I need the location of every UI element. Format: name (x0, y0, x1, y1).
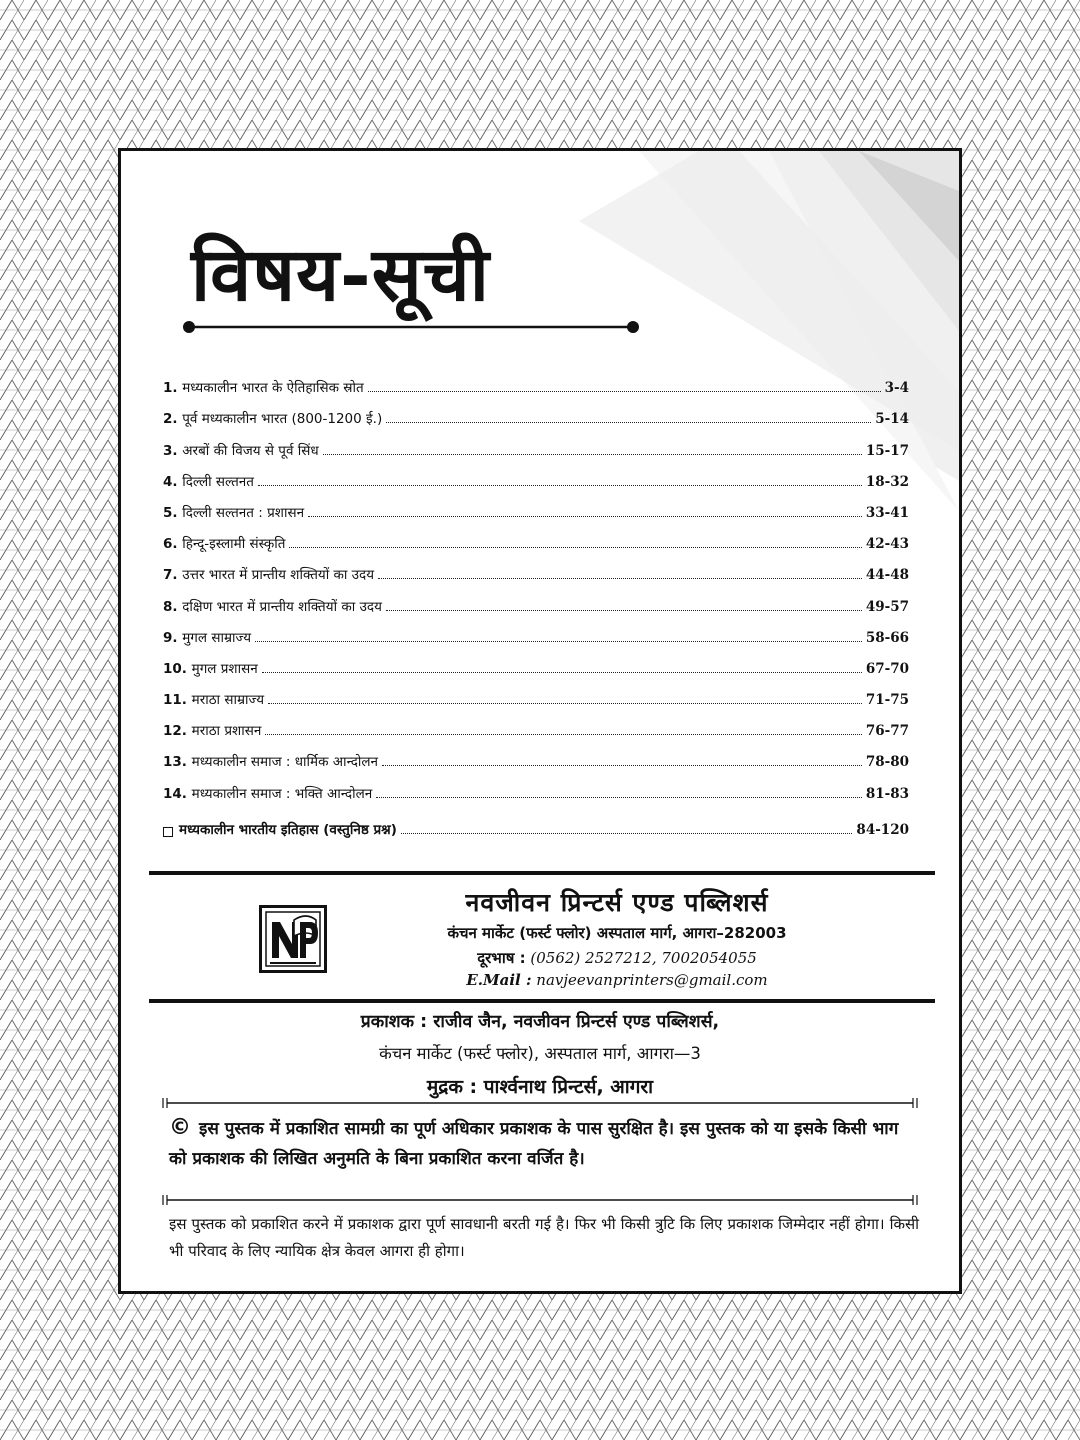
toc-number: 13. (163, 754, 192, 771)
toc-row[interactable] (163, 770, 909, 801)
toc-number: 12. (163, 723, 192, 740)
toc-number: 14. (163, 785, 192, 802)
divider-middle (149, 999, 935, 1003)
separator-line (161, 1096, 919, 1110)
toc-row-objective[interactable] (163, 802, 909, 838)
toc-title: दिल्ली सल्तनत : प्रशासन (182, 504, 305, 521)
phone-label: दूरभाष : (477, 949, 526, 967)
copyright-notice (169, 1113, 919, 1174)
toc-pages: 49-57 (865, 598, 909, 615)
toc-row[interactable] (163, 583, 909, 614)
toc-number: 4. (163, 473, 183, 490)
printer-credit: मुद्रक : पार्श्वनाथ प्रिन्टर्स, आगरा (426, 1076, 654, 1098)
toc-leader-dots (308, 516, 862, 517)
toc-pages: 78-80 (865, 754, 909, 771)
toc-title: मध्यकालीन भारत के ऐतिहासिक स्रोत (182, 380, 364, 397)
toc-number: 7. (163, 567, 183, 584)
toc-leader-dots (382, 765, 862, 766)
email-label: E.Mail : (466, 971, 532, 989)
publisher-address: कंचन मार्केट (फर्स्ट फ्लोर) अस्पताल मार्ग, आगरा–282003 (447, 924, 787, 942)
toc-pages: 44-48 (865, 567, 909, 584)
publisher-block (121, 875, 959, 1003)
toc-pages: 15-17 (865, 442, 909, 459)
toc-title: मराठा प्रशासन (191, 723, 262, 740)
publisher-email (357, 971, 877, 989)
toc-number: 9. (163, 629, 183, 646)
toc-leader-dots (255, 641, 862, 642)
toc-leader-dots (268, 703, 862, 704)
toc-row[interactable] (163, 427, 909, 458)
toc-leader-dots (386, 422, 871, 423)
toc-title: हिन्दू-इस्लामी संस्कृति (182, 536, 286, 553)
toc-pages: 76-77 (865, 723, 909, 740)
toc-number: 2. (163, 411, 183, 428)
disclaimer: इस पुस्तक को प्रकाशित करने में प्रकाशक द्वारा पूर्ण सावधानी बरती गई है। फिर भी किसी त्रुटि कि लिए प्रकाशक जिम्मेदार नहीं होगा। किसी भी परिवाद के लिए न्यायिक क्षेत्र केवल आगरा ही होगा। (169, 1215, 920, 1260)
toc-row[interactable] (163, 677, 909, 708)
publisher-credit: प्रकाशक : राजीव जैन, नवजीवन प्रिन्टर्स एण्ड पब्लिशर्स, (360, 1012, 720, 1032)
toc-row[interactable] (163, 552, 909, 583)
publisher-details (357, 885, 877, 989)
toc-number: 6. (163, 536, 183, 553)
toc-leader-dots (368, 391, 881, 392)
toc-leader-dots (289, 547, 861, 548)
toc-pages: 42-43 (865, 536, 909, 553)
toc-row[interactable] (163, 739, 909, 770)
toc-leader-dots (323, 454, 862, 455)
content-panel (118, 148, 962, 1294)
toc-number: 3. (163, 442, 183, 459)
toc-number: 10. (163, 660, 192, 677)
toc-number: 5. (163, 504, 183, 521)
phone-number: (0562) 2527212, 7002054055 (530, 949, 757, 967)
publisher-logo (259, 905, 327, 973)
page-title: विषय-सूची (191, 232, 490, 318)
toc-pages: 33-41 (865, 504, 909, 521)
toc-title: मुगल साम्राज्य (182, 629, 252, 646)
toc-pages: 5-14 (875, 411, 909, 428)
publisher-credit-address: कंचन मार्केट (फर्स्ट फ्लोर), अस्पताल मार्ग, आगरा—3 (379, 1044, 701, 1063)
table-of-contents (163, 365, 909, 838)
title-underline (183, 319, 639, 335)
copyright-symbol: © (169, 1115, 191, 1140)
toc-pages: 18-32 (865, 473, 909, 490)
toc-title: मुगल प्रशासन (191, 660, 258, 677)
toc-row[interactable] (163, 521, 909, 552)
toc-title: दक्षिण भारत में प्रान्तीय शक्तियों का उदय (182, 598, 382, 615)
toc-row[interactable] (163, 396, 909, 427)
toc-number: 11. (163, 692, 192, 709)
toc-row[interactable] (163, 459, 909, 490)
toc-title: मध्यकालीन समाज : धार्मिक आन्दोलन (191, 754, 379, 771)
toc-title: दिल्ली सल्तनत (182, 473, 254, 490)
toc-pages: 58-66 (865, 629, 909, 646)
toc-leader-dots (265, 734, 861, 735)
toc-leader-dots (262, 672, 862, 673)
toc-leader-dots (258, 485, 862, 486)
toc-title: मराठा साम्राज्य (191, 692, 265, 709)
toc-row[interactable] (163, 708, 909, 739)
email-address[interactable]: navjeevanprinters@gmail.com (536, 971, 768, 989)
toc-leader-dots (376, 797, 862, 798)
copyright-text: इस पुस्तक में प्रकाशित सामग्री का पूर्ण अधिकार प्रकाशक के पास सुरक्षित है। इस पुस्तक को या इसके किसी भाग को प्रकाशक की लिखित अनुमति के बिना प्रकाशित करना वर्जित है। (169, 1119, 899, 1169)
checkbox-icon (163, 827, 173, 837)
toc-pages: 84-120 (856, 821, 909, 838)
toc-pages: 67-70 (865, 660, 909, 677)
toc-title: उत्तर भारत में प्रान्तीय शक्तियों का उदय (182, 567, 375, 584)
toc-title: अरबों की विजय से पूर्व सिंध (182, 442, 319, 459)
publisher-phone (357, 948, 877, 968)
toc-row[interactable] (163, 365, 909, 396)
publisher-name: नवजीवन प्रिन्टर्स एण्ड पब्लिशर्स (465, 888, 769, 917)
toc-leader-dots (401, 833, 853, 834)
separator-line (161, 1193, 919, 1207)
toc-title: मध्यकालीन समाज : भक्ति आन्दोलन (191, 785, 373, 802)
toc-title: मध्यकालीन भारतीय इतिहास (वस्तुनिष्ठ प्रश्न) (179, 821, 397, 838)
toc-title: पूर्व मध्यकालीन भारत (800-1200 ई.) (182, 411, 383, 428)
toc-row[interactable] (163, 615, 909, 646)
toc-pages: 71-75 (865, 692, 909, 709)
toc-pages: 3-4 (884, 380, 909, 397)
toc-leader-dots (386, 610, 862, 611)
toc-row[interactable] (163, 490, 909, 521)
toc-row[interactable] (163, 646, 909, 677)
toc-number: 8. (163, 598, 183, 615)
toc-leader-dots (378, 578, 862, 579)
toc-pages: 81-83 (865, 785, 909, 802)
toc-number: 1. (163, 380, 183, 397)
